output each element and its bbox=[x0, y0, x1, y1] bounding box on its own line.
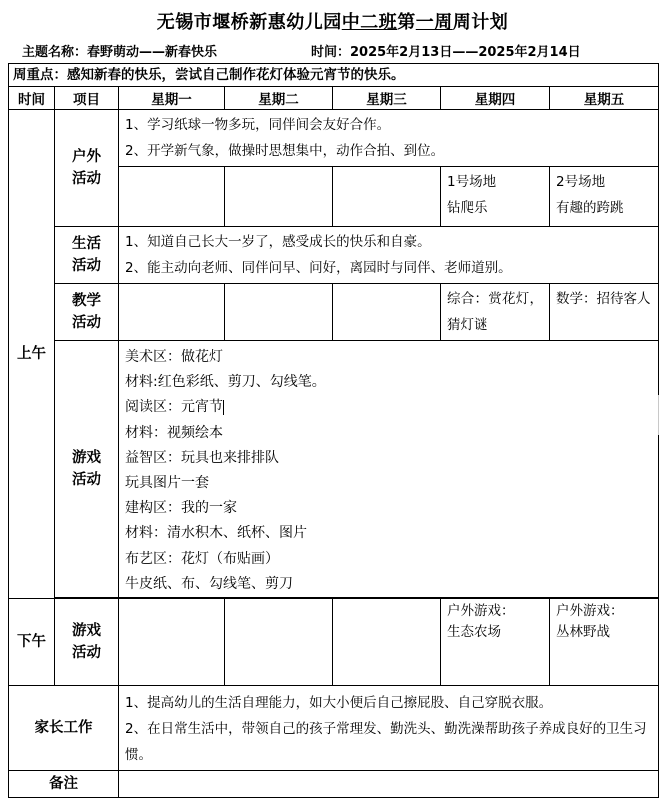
outdoor-thu-line1: 1号场地 bbox=[447, 174, 497, 190]
game-line: 美术区：做花灯 bbox=[125, 349, 223, 365]
weekly-plan-table bbox=[8, 63, 659, 798]
game-line: 布艺区：花灯（布贴画） bbox=[125, 550, 279, 567]
life-goal-2: 2、能主动向老师、同伴问早、问好，离园时与同伴、老师道别。 bbox=[125, 260, 512, 276]
game-pm-tue bbox=[225, 599, 333, 686]
game-pm-thu bbox=[441, 599, 550, 686]
outdoor-mon bbox=[119, 167, 225, 227]
game-pm-fri-line2: 丛林野战 bbox=[556, 624, 610, 641]
header-wed: 星期三 bbox=[333, 87, 441, 110]
header-row bbox=[9, 87, 659, 110]
game-line-cursor bbox=[125, 395, 652, 420]
game-am-label-text: 游戏 活动 bbox=[72, 450, 101, 489]
life-label-text: 生活 活动 bbox=[72, 236, 101, 274]
game-pm-mon bbox=[119, 599, 225, 686]
game-pm-wed bbox=[333, 599, 441, 686]
outdoor-thu-line2: 钻爬乐 bbox=[447, 200, 488, 216]
outdoor-tue bbox=[225, 167, 333, 227]
outdoor-goals bbox=[119, 110, 659, 167]
header-thu: 星期四 bbox=[441, 87, 550, 110]
teaching-mon bbox=[119, 284, 225, 341]
game-line: 益智区：玩具也来排排队 bbox=[125, 449, 279, 466]
header-item: 项目 bbox=[55, 87, 119, 110]
title-school: 无锡市堰桥新惠幼儿园 bbox=[156, 12, 342, 33]
teaching-wed bbox=[333, 284, 441, 341]
theme-label: 主题名称：春野萌动——新春快乐 bbox=[22, 45, 218, 60]
game-pm-thu-line2: 生态农场 bbox=[447, 624, 501, 641]
outdoor-fri-line1: 2号场地 bbox=[556, 174, 606, 190]
remarks-content[interactable] bbox=[119, 771, 659, 798]
outdoor-fri-line2: 有趣的跨跳 bbox=[556, 200, 624, 216]
parents-label: 家长工作 bbox=[9, 686, 119, 771]
title-mid: 第 bbox=[397, 12, 416, 33]
outdoor-label-text: 户外 活动 bbox=[72, 149, 101, 187]
teaching-label-text: 教学 活动 bbox=[72, 293, 101, 331]
remarks-label: 备注 bbox=[9, 771, 119, 798]
outdoor-thu bbox=[441, 167, 550, 227]
outdoor-goal-2: 2、开学新气象，做操时思想集中，动作合拍、到位。 bbox=[125, 143, 445, 159]
game-line: 材料：视频绘本 bbox=[125, 424, 223, 441]
text-cursor bbox=[223, 400, 224, 415]
game-line: 建构区：我的一家 bbox=[125, 500, 237, 517]
teaching-fri: 数学：招待客人 bbox=[550, 284, 659, 341]
parents-content bbox=[119, 686, 659, 771]
title-suffix: 周计划 bbox=[452, 12, 509, 33]
page-edge-marker bbox=[658, 395, 665, 435]
game-line: 牛皮纸、布、勾线笔、剪刀 bbox=[125, 575, 293, 592]
game-line: 阅读区：元宵节 bbox=[125, 399, 223, 416]
title-week: 一周 bbox=[415, 12, 453, 33]
game-am-content bbox=[119, 341, 659, 598]
date-range: 时间：2025年2月13日——2025年2月14日 bbox=[311, 45, 581, 60]
outdoor-goal-1: 1、学习纸球一物多玩，同伴间会友好合作。 bbox=[125, 117, 391, 133]
page-title bbox=[0, 8, 665, 34]
game-pm-thu-line1: 户外游戏： bbox=[447, 603, 515, 620]
game-pm-fri-line1: 户外游戏： bbox=[556, 603, 624, 620]
morning-label: 上午 bbox=[9, 110, 55, 599]
header-time: 时间 bbox=[9, 87, 55, 110]
week-focus: 周重点：感知新春的快乐，尝试自己制作花灯体验元宵节的快乐。 bbox=[9, 64, 659, 87]
parents-line-1: 1、提高幼儿的生活自理能力，如大小便后自己擦屁股、自己穿脱衣服。 bbox=[125, 695, 553, 712]
afternoon-label: 下午 bbox=[9, 599, 55, 686]
game-line: 材料：清水积木、纸杯、图片 bbox=[125, 525, 307, 542]
game-am-label bbox=[55, 341, 119, 598]
header-mon: 星期一 bbox=[119, 87, 225, 110]
parents-line-2: 2、在日常生活中，带领自己的孩子常理发、勤洗头、勤洗澡帮助孩子养成良好的卫生习惯。 bbox=[125, 721, 647, 764]
header-tue: 星期二 bbox=[225, 87, 333, 110]
life-label bbox=[55, 227, 119, 284]
game-line: 玩具图片一套 bbox=[125, 475, 209, 492]
header-fri: 星期五 bbox=[550, 87, 659, 110]
life-goals bbox=[119, 227, 659, 284]
title-class: 中二班 bbox=[341, 12, 398, 33]
outdoor-label bbox=[55, 110, 119, 227]
game-pm-fri bbox=[550, 599, 659, 686]
outdoor-wed bbox=[333, 167, 441, 227]
teaching-label bbox=[55, 284, 119, 341]
outdoor-fri bbox=[550, 167, 659, 227]
game-pm-label-text: 游戏 活动 bbox=[72, 623, 101, 662]
life-goal-1: 1、知道自己长大一岁了，感受成长的快乐和自豪。 bbox=[125, 234, 431, 250]
game-line: 材料:红色彩纸、剪刀、勾线笔。 bbox=[125, 374, 326, 391]
teaching-thu: 综合：赏花灯，猜灯谜 bbox=[441, 284, 550, 341]
teaching-tue bbox=[225, 284, 333, 341]
game-pm-label bbox=[55, 599, 119, 686]
